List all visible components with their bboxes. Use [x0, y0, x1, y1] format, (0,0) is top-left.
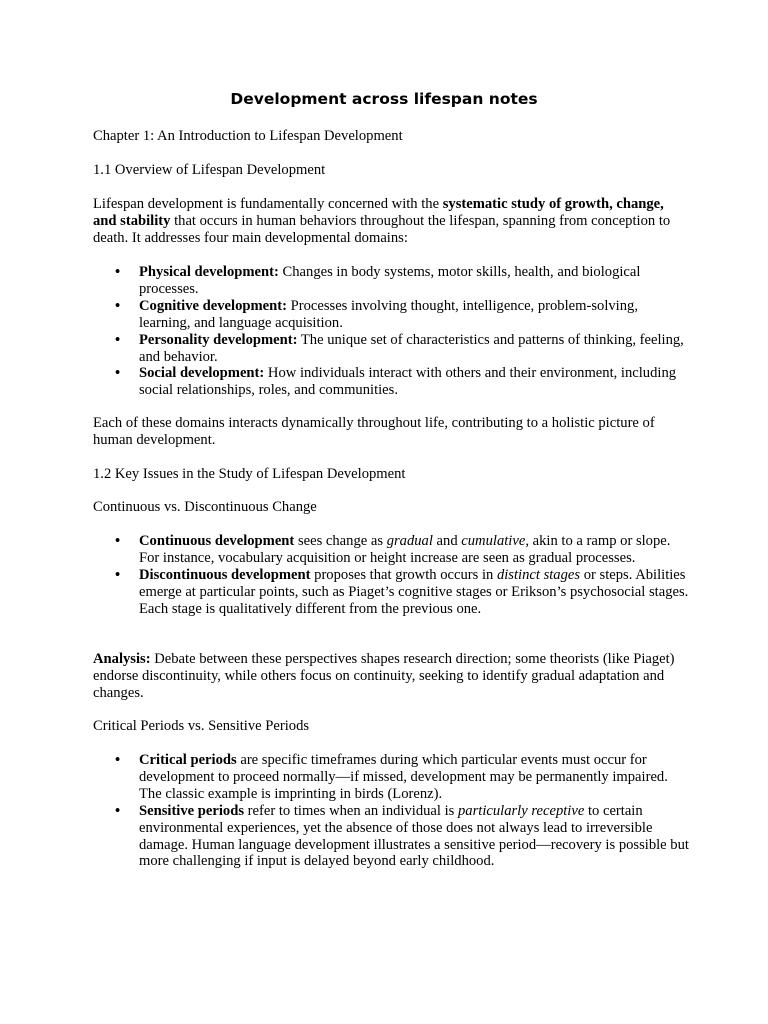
analysis-label: Analysis: [93, 651, 151, 667]
document-title: Development across lifespan notes [230, 90, 538, 108]
intro-text-c: that occurs in human behaviors throughout the lifespan, spanning from conception to death. It addresses four main developmental domains: [93, 212, 671, 246]
list-item [93, 803, 693, 871]
continuity-list [93, 533, 693, 618]
term-critical: Critical periods [139, 752, 237, 768]
emphasis-distinct-stages: distinct stages [496, 566, 581, 583]
subheading-critical: Critical Periods vs. Sensitive Periods [93, 718, 310, 734]
subheading-continuous: Continuous vs. Discontinuous Change [93, 499, 317, 515]
bullet-icon: • [115, 331, 121, 348]
term-sensitive: Sensitive periods [139, 802, 244, 819]
intro-bold-phrase: systematic study of growth, change, and stability [93, 196, 664, 229]
term-continuous: Continuous development [139, 533, 295, 549]
domain-text: The unique set of characteristics and patterns of thinking, feeling, and behavior. [139, 331, 684, 365]
domain-term: Social development: [139, 365, 265, 382]
section-heading-1-1: 1.1 Overview of Lifespan Development [93, 162, 326, 178]
domain-text: How individuals interact with others and their environment, including social relationships, roles, and communities. [139, 365, 677, 399]
intro-paragraph [93, 196, 683, 247]
text-fragment: proposes that growth occurs in [310, 566, 497, 583]
periods-list [93, 752, 693, 870]
bullet-icon: • [115, 802, 121, 819]
text-fragment: refer to times when an individual is [244, 802, 458, 819]
domain-term: Physical development: [139, 264, 279, 280]
bullet-icon: • [115, 533, 121, 549]
analysis-paragraph [93, 651, 683, 702]
text-fragment: or steps. Abilities emerge at particular points, such as Piaget’s cognitive stages or Erikson’s psychosocial stages. Each stage is qualitatively different from the previous one. [139, 566, 689, 617]
text-fragment: are specific timeframes during which particular events must occur for development to proceed normally—if missed, development may be permanently impaired. The classic example is imprinting in birds (Lorenz). [139, 752, 668, 802]
text-fragment: to certain environmental experiences, yet the absence of those does not always lead to irreversible damage. Human language development illustrates a sensitive period—recovery is possible but more challenging if input is delayed beyond early childhood. [139, 802, 689, 870]
list-item [93, 752, 693, 803]
domains-list [93, 264, 693, 399]
domain-term: Cognitive development: [139, 297, 287, 314]
bullet-icon: • [115, 365, 121, 382]
intro-text-a: Lifespan development is fundamentally concerned with the [93, 196, 443, 212]
domain-text: Changes in body systems, motor skills, health, and biological processes. [139, 264, 641, 297]
section-heading-1-2: 1.2 Key Issues in the Study of Lifespan Development [93, 466, 406, 482]
list-item [93, 567, 693, 618]
bullet-icon: • [115, 297, 121, 314]
domain-term: Personality development: [139, 331, 298, 348]
list-item [93, 332, 693, 366]
domains-closing-paragraph: Each of these domains interacts dynamically throughout life, contributing to a holistic picture of human development. [93, 415, 655, 448]
emphasis-cumulative: cumulative [461, 533, 526, 549]
bullet-icon: • [115, 752, 121, 768]
domain-text: Processes involving thought, intelligence, problem-solving, learning, and language acquisition. [139, 297, 638, 331]
list-item [93, 264, 693, 298]
list-item [93, 365, 693, 399]
bullet-icon: • [115, 566, 121, 583]
list-item [93, 298, 693, 332]
analysis-text: Debate between these perspectives shapes research direction; some theorists (like Piaget) endorse discontinuity, while others focus on continuity, seeking to identify gradual adaptation and changes. [93, 651, 675, 701]
chapter-heading: Chapter 1: An Introduction to Lifespan Development [93, 128, 403, 144]
text-fragment: sees change as [294, 533, 387, 549]
emphasis-gradual: gradual [386, 533, 433, 549]
bullet-icon: • [115, 264, 121, 280]
list-item [93, 533, 693, 567]
emphasis-particularly-receptive: particularly receptive [458, 802, 585, 819]
text-fragment: , akin to a ramp or slope. For instance, vocabulary acquisition or height increase are seen as gradual processes. [139, 533, 671, 566]
term-discontinuous: Discontinuous development [139, 566, 311, 583]
text-fragment: and [432, 533, 462, 549]
